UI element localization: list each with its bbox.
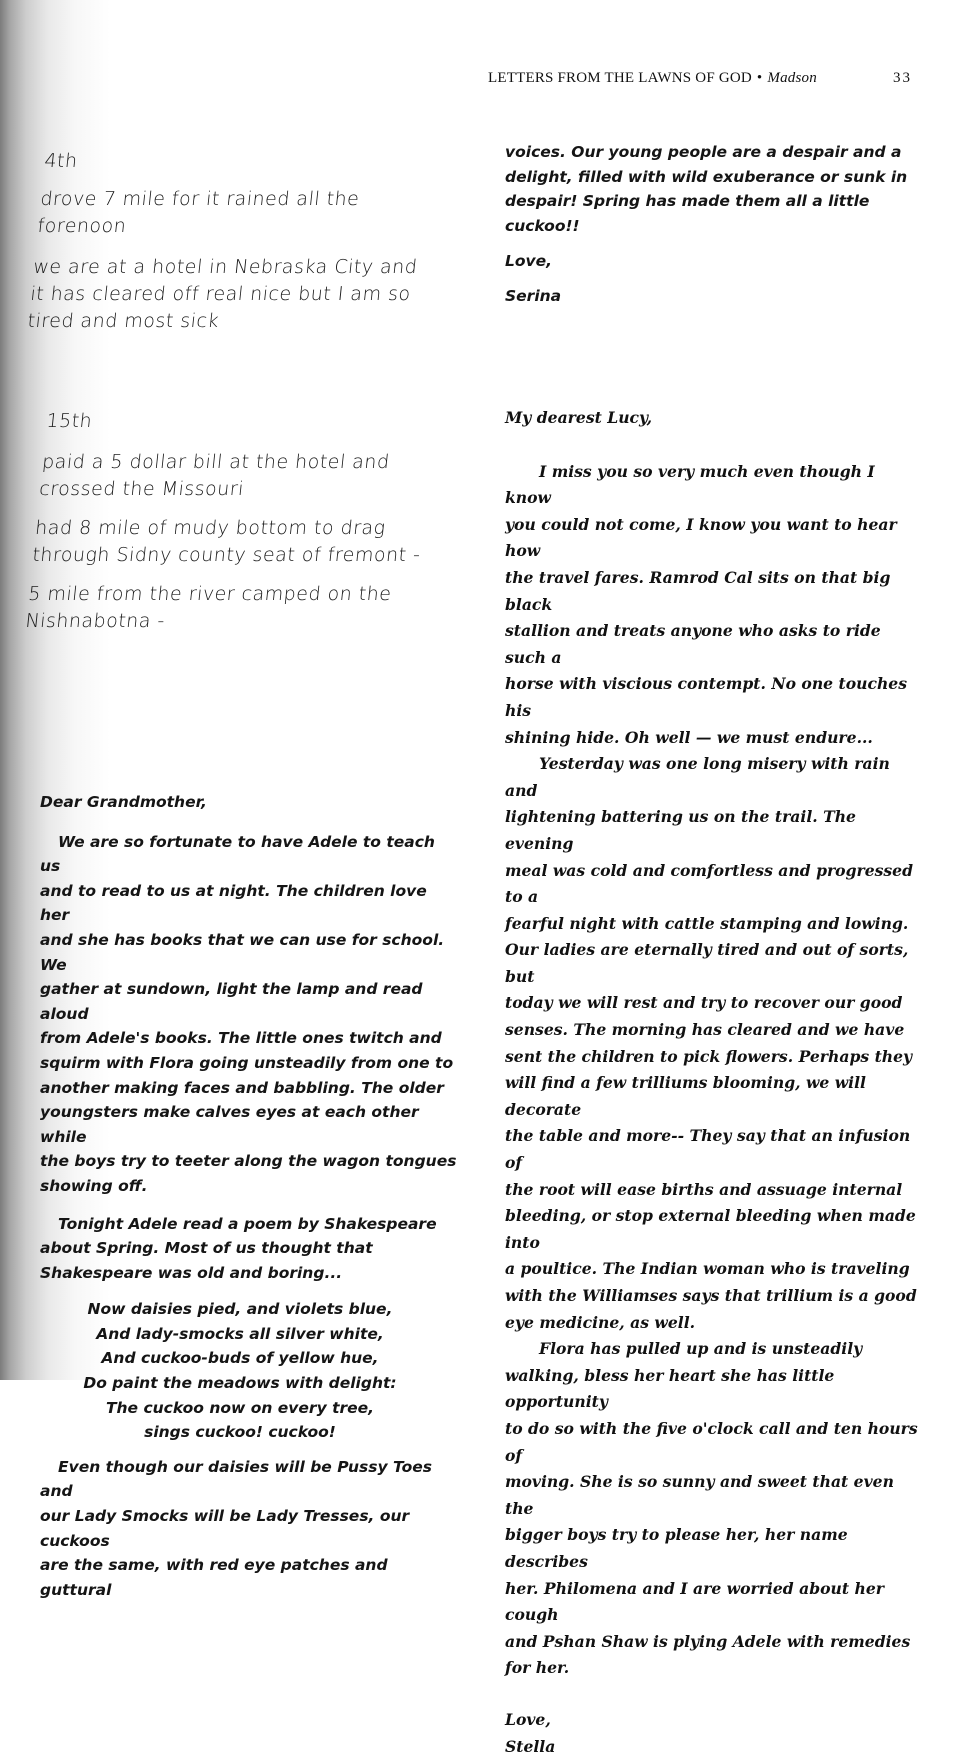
letter-line: stallion and treats anyone who asks to ride such a xyxy=(505,618,925,671)
poem-line: sings cuckoo! cuckoo! xyxy=(40,1420,440,1445)
letter-line: Tonight Adele read a poem by Shakespeare xyxy=(40,1212,460,1237)
letter-line: fearful night with cattle stamping and lowing. xyxy=(505,911,925,938)
letter-line: the root will ease births and assuage internal xyxy=(505,1177,925,1204)
letter-line: gather at sundown, light the lamp and read aloud xyxy=(40,977,460,1026)
letter-line: youngsters make calves eyes at each other while xyxy=(40,1100,460,1149)
running-head-bullet: • xyxy=(757,70,762,86)
letter-line: shining hide. Oh well — we must endure... xyxy=(505,725,925,752)
diary-line: 5 mile from the river camped on the xyxy=(27,581,440,608)
letter-salutation: My dearest Lucy, xyxy=(505,405,925,432)
diary-line: paid a 5 dollar bill at the hotel and xyxy=(41,449,454,476)
letter-line: and to read to us at night. The children love her xyxy=(40,879,460,928)
letter-line: We are so fortunate to have Adele to teach us xyxy=(40,830,460,879)
letter-closing: Love, xyxy=(505,1707,925,1734)
letter-line: and she has books that we can use for school. We xyxy=(40,928,460,977)
diary-line: forenoon xyxy=(36,213,449,240)
letter-salutation: Dear Grandmother, xyxy=(40,790,460,815)
letter-line: for her. xyxy=(505,1655,925,1682)
diary-date: 4th xyxy=(43,148,456,175)
letter-signature: Stella xyxy=(505,1734,925,1760)
letter-line: will find a few trilliums blooming, we will decorate xyxy=(505,1070,925,1123)
letter-signature: Serina xyxy=(505,284,945,309)
letter-line: meal was cold and comfortless and progressed to a xyxy=(505,858,925,911)
letter-line: Yesterday was one long misery with rain and xyxy=(505,751,925,804)
letter-line: with the Williamses says that trillium is a good xyxy=(505,1283,925,1310)
letter-line: voices. Our young people are a despair and a xyxy=(505,140,945,165)
running-head xyxy=(488,70,918,87)
letter-line: Flora has pulled up and is unsteadily xyxy=(505,1336,925,1363)
letter-line: horse with viscious contempt. No one touches his xyxy=(505,671,925,724)
diary-line: Nishnabotna - xyxy=(24,608,437,635)
letter-line: the table and more-- They say that an infusion of xyxy=(505,1123,925,1176)
diary-line: drove 7 mile for it rained all the xyxy=(39,186,452,213)
letter-line: showing off. xyxy=(40,1174,460,1199)
letter-line: bigger boys try to please her, her name describes xyxy=(505,1522,925,1575)
running-head-title: LETTERS FROM THE LAWNS OF GOD xyxy=(488,70,752,86)
letter-line: sent the children to pick flowers. Perhaps they xyxy=(505,1044,925,1071)
page-number: 33 xyxy=(893,70,912,87)
letter-line: another making faces and babbling. The older xyxy=(40,1076,460,1101)
shakespeare-poem xyxy=(40,1297,440,1445)
poem-line: The cuckoo now on every tree, xyxy=(40,1396,440,1421)
diary-line: tired and most sick xyxy=(26,308,439,335)
poem-line: Now daisies pied, and violets blue, xyxy=(40,1297,440,1322)
letter-line: our Lady Smocks will be Lady Tresses, our cuckoos xyxy=(40,1504,460,1553)
diary-entry-4th xyxy=(26,148,456,335)
diary-line: had 8 mile of mudy bottom to drag xyxy=(34,515,447,542)
letter-line: Even though our daisies will be Pussy Toes and xyxy=(40,1455,460,1504)
letter-line: the travel fares. Ramrod Cal sits on that big black xyxy=(505,565,925,618)
diary-line: we are at a hotel in Nebraska City and xyxy=(32,254,445,281)
letter-closing: Love, xyxy=(505,249,945,274)
letter-grandmother-continued xyxy=(505,140,945,309)
letter-line: Shakespeare was old and boring... xyxy=(40,1261,460,1286)
letter-line: lightening battering us on the trail. The evening xyxy=(505,804,925,857)
diary-line: crossed the Missouri xyxy=(38,476,451,503)
letter-line: from Adele's books. The little ones twitch and xyxy=(40,1026,460,1051)
running-head-author: Madson xyxy=(767,70,817,86)
letter-line: today we will rest and try to recover our good xyxy=(505,990,925,1017)
letter-line: I miss you so very much even though I know xyxy=(505,459,925,512)
letter-lucy xyxy=(505,405,925,1760)
letter-line: her. Philomena and I are worried about her cough xyxy=(505,1576,925,1629)
letter-line: the boys try to teeter along the wagon tongues xyxy=(40,1149,460,1174)
letter-line: bleeding, or stop external bleeding when made into xyxy=(505,1203,925,1256)
letter-line: walking, bless her heart she has little opportunity xyxy=(505,1363,925,1416)
letter-line: eye medicine, as well. xyxy=(505,1310,925,1337)
letter-line: despair! Spring has made them all a little cuckoo!! xyxy=(505,189,945,238)
letter-line: Our ladies are eternally tired and out of sorts, but xyxy=(505,937,925,990)
diary-entry-15th xyxy=(24,408,458,635)
letter-line: about Spring. Most of us thought that xyxy=(40,1236,460,1261)
letter-line: you could not come, I know you want to hear how xyxy=(505,512,925,565)
letter-line: delight, filled with wild exuberance or sunk in xyxy=(505,165,945,190)
letter-line: to do so with the five o'clock call and ten hours of xyxy=(505,1416,925,1469)
diary-date: 15th xyxy=(45,408,458,435)
letter-grandmother xyxy=(40,790,460,1602)
letter-line: a poultice. The Indian woman who is traveling xyxy=(505,1256,925,1283)
poem-line: And cuckoo-buds of yellow hue, xyxy=(40,1346,440,1371)
letter-line: are the same, with red eye patches and guttural xyxy=(40,1553,460,1602)
poem-line: And lady-smocks all silver white, xyxy=(40,1322,440,1347)
letter-line: squirm with Flora going unsteadily from one to xyxy=(40,1051,460,1076)
poem-line: Do paint the meadows with delight: xyxy=(40,1371,440,1396)
letter-line: senses. The morning has cleared and we have xyxy=(505,1017,925,1044)
letter-line: and Pshan Shaw is plying Adele with remedies xyxy=(505,1629,925,1656)
diary-line: it has cleared off real nice but I am so xyxy=(29,281,442,308)
letter-line: moving. She is so sunny and sweet that even the xyxy=(505,1469,925,1522)
diary-line: through Sidny county seat of fremont - xyxy=(31,542,444,569)
